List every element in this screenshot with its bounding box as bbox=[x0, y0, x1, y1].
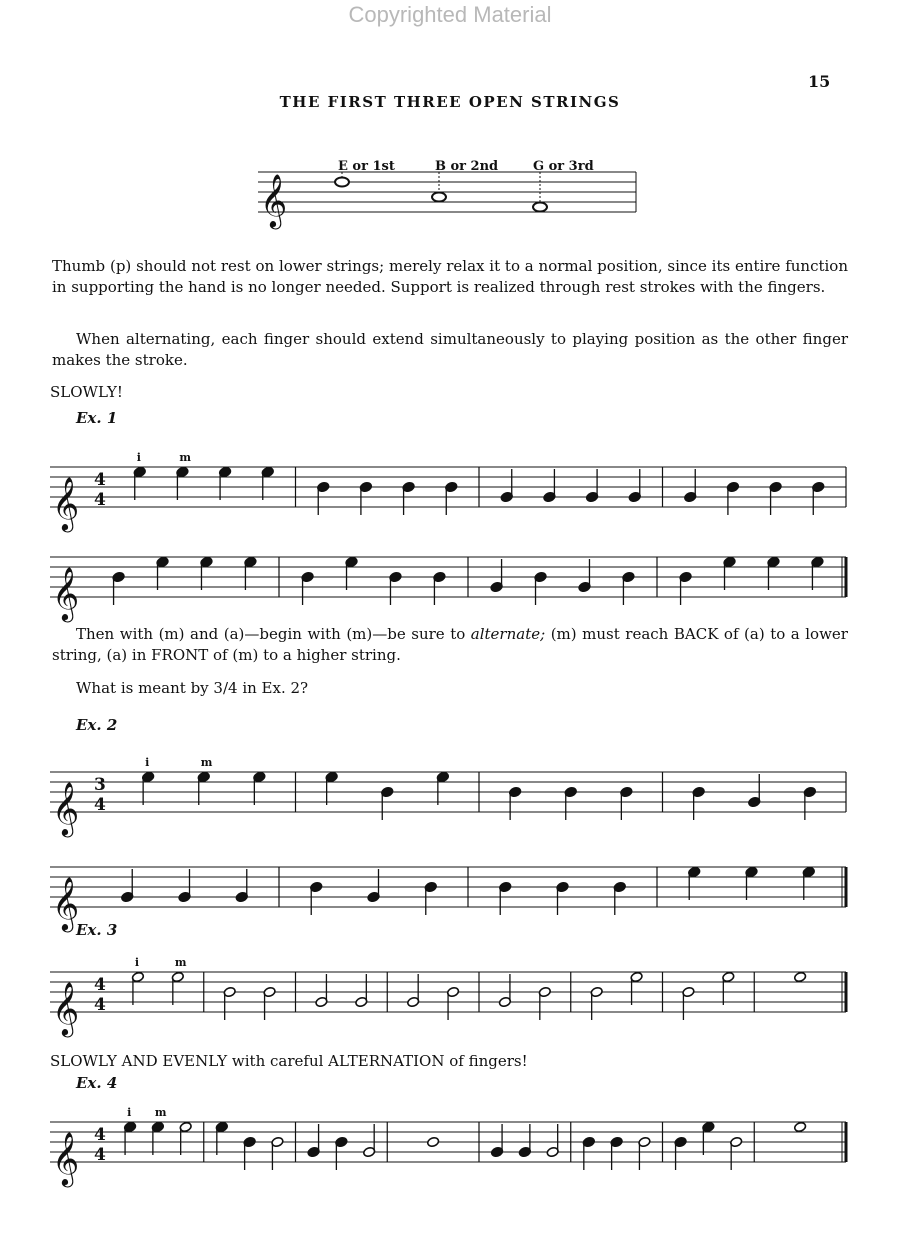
note-b-quarter bbox=[674, 1136, 687, 1170]
note-b-quarter bbox=[610, 1136, 623, 1170]
treble-clef: 𝄞 bbox=[52, 876, 80, 930]
time-signature-top: 3 bbox=[94, 775, 106, 795]
note-b-quarter bbox=[402, 481, 415, 515]
note-e-quarter bbox=[142, 771, 155, 805]
note-g-quarter bbox=[491, 1124, 504, 1158]
ex1-staff-1 bbox=[50, 451, 848, 530]
page-title: THE FIRST THREE OPEN STRINGS bbox=[279, 93, 621, 111]
note-g-quarter bbox=[748, 774, 761, 808]
note-b-quarter bbox=[317, 481, 330, 515]
para3-emphasis: alternate; bbox=[470, 625, 546, 643]
time-signature-bottom: 4 bbox=[94, 490, 106, 510]
note-e-half bbox=[722, 971, 735, 1005]
note-e-quarter bbox=[723, 556, 736, 590]
time-signature-top: 4 bbox=[94, 975, 106, 995]
note-b-open bbox=[432, 193, 446, 202]
note-g-half bbox=[407, 974, 420, 1008]
note-g-quarter bbox=[307, 1124, 320, 1158]
note-b-quarter bbox=[112, 571, 125, 605]
note-e-half bbox=[171, 971, 184, 1005]
time-signature-bottom: 4 bbox=[94, 1145, 106, 1165]
ex4-label: Ex. 4 bbox=[76, 1074, 118, 1092]
time-signature-top: 4 bbox=[94, 470, 106, 490]
fingering-i: i bbox=[136, 451, 141, 464]
note-b-quarter bbox=[499, 881, 512, 915]
note-b-quarter bbox=[769, 481, 782, 515]
note-e-quarter bbox=[151, 1121, 164, 1155]
note-b-quarter bbox=[613, 881, 626, 915]
note-b-quarter bbox=[556, 881, 569, 915]
note-b-quarter bbox=[679, 571, 692, 605]
note-b-quarter bbox=[692, 786, 705, 820]
note-e-quarter bbox=[219, 466, 232, 500]
treble-clef: 𝄞 bbox=[52, 566, 80, 620]
note-b-half bbox=[538, 986, 551, 1020]
note-e-whole bbox=[794, 971, 807, 982]
note-g-half bbox=[355, 974, 368, 1008]
note-e-quarter bbox=[176, 466, 189, 500]
note-e-whole bbox=[794, 1121, 807, 1132]
note-b-quarter bbox=[622, 571, 635, 605]
note-e-quarter bbox=[124, 1121, 137, 1155]
note-b-quarter bbox=[445, 481, 458, 515]
note-b-quarter bbox=[620, 786, 633, 820]
page-number: 15 bbox=[808, 72, 831, 91]
note-e-quarter bbox=[133, 466, 146, 500]
para3-text-b: (m) must reach BACK of (a) to a lower string, (a) in FRONT of (m) to a higher string. bbox=[52, 625, 848, 664]
note-g-quarter bbox=[367, 869, 380, 903]
note-b-quarter bbox=[582, 1136, 595, 1170]
note-e-half bbox=[179, 1121, 192, 1155]
para3-text-a: Then with (m) and (a)—begin with (m)—be sure to bbox=[76, 625, 471, 643]
note-e-quarter bbox=[688, 866, 701, 900]
fingering-i: i bbox=[134, 956, 140, 969]
note-b-half bbox=[263, 986, 276, 1020]
note-e-quarter bbox=[745, 866, 758, 900]
paragraph-alternating: When alternating, each finger should extend simultaneously to playing position as the other finger makes the stroke. bbox=[52, 330, 848, 369]
note-b-half bbox=[447, 986, 460, 1020]
note-b-quarter bbox=[509, 786, 522, 820]
fingering-m: m bbox=[174, 956, 187, 969]
note-g-quarter bbox=[178, 869, 191, 903]
note-b-quarter bbox=[433, 571, 446, 605]
note-g-quarter bbox=[518, 1124, 531, 1158]
note-g-quarter bbox=[500, 469, 513, 503]
treble-clef: 𝄞 bbox=[260, 173, 288, 227]
ex1-label: Ex. 1 bbox=[76, 409, 118, 427]
note-e-quarter bbox=[702, 1121, 715, 1155]
ex3-staff-1 bbox=[50, 956, 848, 1035]
note-g-quarter bbox=[235, 869, 248, 903]
treble-clef: 𝄞 bbox=[52, 1131, 80, 1185]
string-label-e: E or 1st bbox=[338, 159, 395, 174]
note-g-half bbox=[315, 974, 328, 1008]
note-b-quarter bbox=[335, 1136, 348, 1170]
note-b-quarter bbox=[359, 481, 372, 515]
note-g-quarter bbox=[586, 469, 599, 503]
note-b-half bbox=[590, 986, 603, 1020]
note-g-quarter bbox=[578, 559, 591, 593]
treble-clef: 𝄞 bbox=[52, 981, 80, 1035]
fingering-m: m bbox=[154, 1106, 167, 1119]
note-e-quarter bbox=[244, 556, 257, 590]
note-e-quarter bbox=[802, 866, 815, 900]
ex2-staff-1 bbox=[50, 756, 848, 835]
note-e-quarter bbox=[767, 556, 780, 590]
note-e-half bbox=[131, 971, 144, 1005]
note-e-quarter bbox=[215, 1121, 228, 1155]
ex1-staff-2 bbox=[50, 545, 848, 620]
paragraph-ma-alternation bbox=[52, 624, 848, 666]
note-b-quarter bbox=[243, 1136, 256, 1170]
open-strings-staff bbox=[258, 150, 638, 227]
paragraph-thumb: Thumb (p) should not rest on lower strings; merely relax it to a normal position, since its entire function in supporting the hand is no longer needed. Support is realized through rest strokes with the fingers. bbox=[52, 257, 848, 296]
time-signature-bottom: 4 bbox=[94, 995, 106, 1015]
watermark: Copyrighted Material bbox=[348, 2, 552, 27]
note-e-quarter bbox=[345, 556, 358, 590]
note-e-half bbox=[630, 971, 643, 1005]
time-signature-bottom: 4 bbox=[94, 795, 106, 815]
note-g-half bbox=[363, 1124, 376, 1158]
note-g-quarter bbox=[628, 469, 641, 503]
treble-clef: 𝄞 bbox=[52, 476, 80, 530]
note-g-half bbox=[546, 1124, 559, 1158]
note-b-quarter bbox=[564, 786, 577, 820]
note-b-quarter bbox=[389, 571, 402, 605]
note-e-quarter bbox=[253, 771, 266, 805]
note-e-quarter bbox=[436, 771, 449, 805]
note-g-quarter bbox=[121, 869, 134, 903]
note-b-quarter bbox=[812, 481, 825, 515]
note-b-half bbox=[271, 1136, 284, 1170]
note-b-quarter bbox=[534, 571, 547, 605]
note-e-quarter bbox=[197, 771, 210, 805]
note-b-half bbox=[223, 986, 236, 1020]
note-b-quarter bbox=[424, 881, 437, 915]
heading-slowly-evenly: SLOWLY AND EVENLY with careful ALTERNATION of fingers! bbox=[50, 1052, 528, 1070]
note-g-quarter bbox=[684, 469, 697, 503]
note-g-half bbox=[498, 974, 511, 1008]
ex2-label: Ex. 2 bbox=[76, 716, 118, 734]
note-e-quarter bbox=[200, 556, 213, 590]
note-e-quarter bbox=[325, 771, 338, 805]
fingering-i: i bbox=[145, 756, 150, 769]
ex3-label: Ex. 3 bbox=[76, 921, 118, 939]
ex4-staff-1 bbox=[50, 1106, 848, 1185]
note-g-open bbox=[533, 203, 547, 212]
note-b-quarter bbox=[381, 786, 394, 820]
treble-clef: 𝄞 bbox=[52, 781, 80, 835]
note-b-whole bbox=[427, 1136, 440, 1147]
fingering-m: m bbox=[179, 451, 192, 464]
string-label-b: B or 2nd bbox=[435, 159, 499, 174]
note-e-open bbox=[335, 178, 349, 187]
heading-slowly: SLOWLY! bbox=[50, 383, 123, 401]
note-b-quarter bbox=[726, 481, 739, 515]
note-b-half bbox=[730, 1136, 743, 1170]
note-g-quarter bbox=[543, 469, 556, 503]
note-g-quarter bbox=[490, 559, 503, 593]
fingering-i: i bbox=[127, 1106, 132, 1119]
note-e-quarter bbox=[156, 556, 169, 590]
fingering-m: m bbox=[200, 756, 213, 769]
note-e-quarter bbox=[261, 466, 274, 500]
string-label-g: G or 3rd bbox=[533, 159, 594, 174]
paragraph-question: What is meant by 3/4 in Ex. 2? bbox=[76, 679, 309, 697]
note-b-half bbox=[638, 1136, 651, 1170]
note-b-half bbox=[682, 986, 695, 1020]
note-b-quarter bbox=[803, 786, 816, 820]
time-signature-top: 4 bbox=[94, 1125, 106, 1145]
note-b-quarter bbox=[301, 571, 314, 605]
note-e-quarter bbox=[811, 556, 824, 590]
note-b-quarter bbox=[310, 881, 323, 915]
